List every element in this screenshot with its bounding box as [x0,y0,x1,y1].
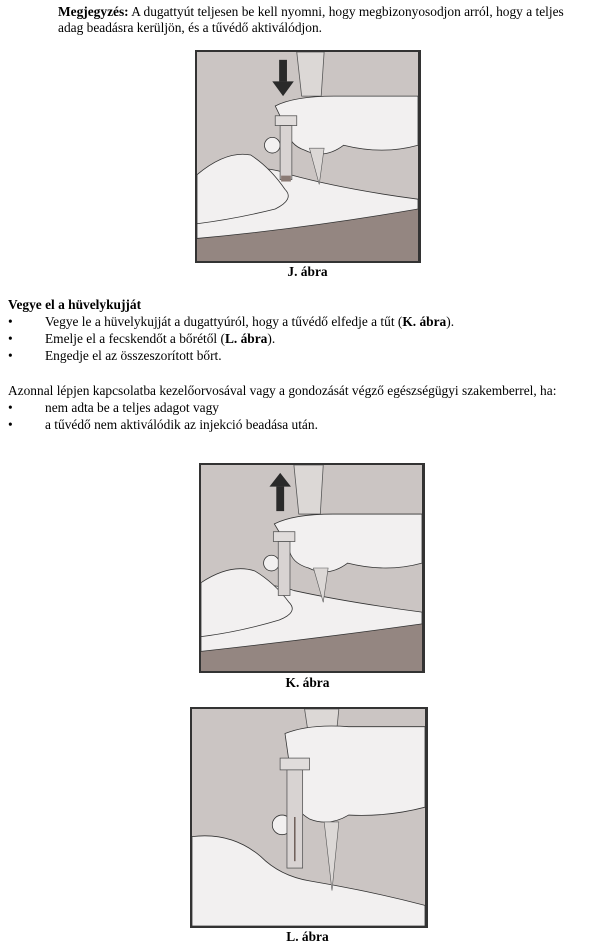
note-line-1 [58,4,564,20]
figure-j [195,50,421,263]
figure-k [199,463,425,673]
list-item-text: Vegye le a hüvelykujját a dugattyúról, hogy a tűvédő elfedje a tűt (K. ábra). [45,314,455,329]
bullet-icon: • [8,400,13,415]
figure-l [190,707,428,928]
arrow-down-icon [279,60,287,82]
note-line-2 [58,20,322,36]
syringe-injection-illustration-icon [197,52,418,261]
figure-j-caption: J. ábra [287,264,328,279]
bullet-icon: • [8,417,13,432]
note-label: Megjegyzés: [58,4,129,19]
list-item-text: Emelje el a fecskendőt a bőrétől (L. ábra). [45,331,276,346]
list-item-text: Engedje el az összeszorított bőrt. [45,348,222,363]
syringe-release-illustration-icon [201,465,422,671]
figure-k-caption: K. ábra [285,675,330,690]
section-contact-intro: Azonnal lépjen kapcsolatba kezelőorvosával vagy a gondozását végző egészségügyi szakemberrel, ha: [8,383,557,398]
figure-l-caption: L. ábra [286,929,329,944]
list-item-text: nem adta be a teljes adagot vagy [45,400,220,415]
bullet-icon: • [8,348,13,363]
syringe-lift-illustration-icon [192,709,425,926]
list-item-text: a tűvédő nem aktiválódik az injekció beadása után. [45,417,318,432]
bullet-icon: • [8,314,13,329]
note-text-1: A dugattyút teljesen be kell nyomni, hogy megbizonyosodjon arról, hogy a teljes [128,4,564,19]
arrow-up-icon [276,487,284,512]
section-release-heading: Vegye el a hüvelykujját [8,297,142,312]
note-text-2: adag beadásra kerüljön, és a tűvédő aktiválódjon. [58,20,323,35]
bullet-icon: • [8,331,13,346]
